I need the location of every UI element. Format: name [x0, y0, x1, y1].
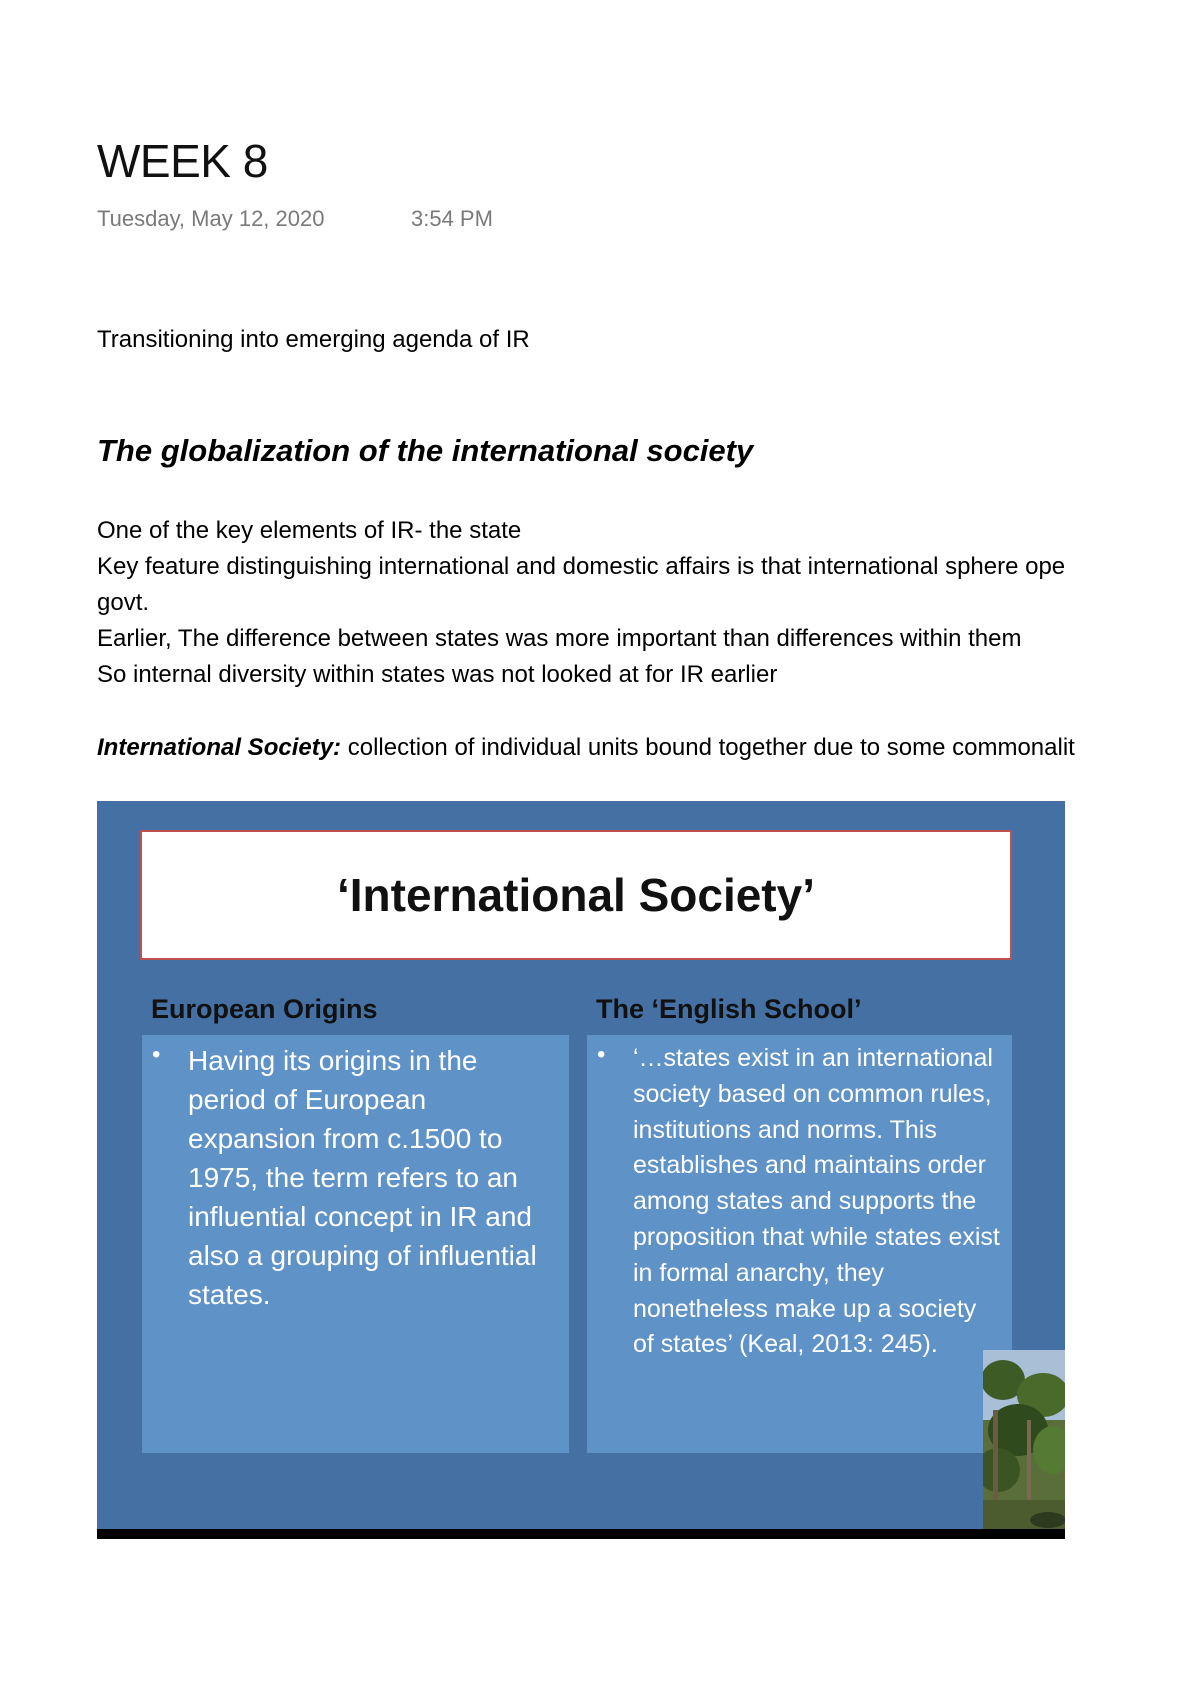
slide-right-text: ‘…states exist in an international society based on common rules, institutions and norms. This establishes and maintains order among states and supports the proposition that while states exist in formal anarchy, they nonetheless make up a society of states’ (Keal, 2013: 245). [633, 1044, 1000, 1359]
page-title: WEEK 8 [97, 135, 268, 187]
definition-term: International Society: [97, 734, 342, 761]
slide-right-bullet [597, 1041, 1002, 1363]
forest-photo [983, 1350, 1065, 1530]
slide-bottom-bar [97, 1529, 1065, 1539]
note-time: 3:54 PM [411, 206, 493, 231]
intro-line: Transitioning into emerging agenda of IR [97, 326, 530, 353]
definition-text: collection of individual units bound together due to some commonalit [341, 734, 1075, 761]
body-line: govt. [97, 589, 150, 616]
slide-title: ‘International Society’ [337, 869, 815, 921]
note-date: Tuesday, May 12, 2020 [97, 206, 325, 231]
section-heading: The globalization of the international society [97, 433, 754, 468]
slide-right-panel [587, 1035, 1012, 1453]
body-line: Key feature distinguishing international and domestic affairs is that international sphere ope [97, 553, 1066, 580]
body-line: One of the key elements of IR- the state [97, 517, 522, 544]
body-line: Earlier, The difference between states was more important than differences within them [97, 625, 1022, 652]
slide-left-heading: European Origins [151, 994, 378, 1024]
slide-left-text: Having its origins in the period of European expansion from c.1500 to 1975, the term refers to an influential concept in IR and also a grouping of influential states. [188, 1045, 537, 1310]
embedded-slide [97, 801, 1065, 1539]
slide-title-box [140, 830, 1012, 960]
slide-right-heading: The ‘English School’ [596, 994, 862, 1024]
forest-photo-image [983, 1350, 1065, 1530]
slide-left-bullet [152, 1041, 557, 1314]
bullet-icon: • [597, 1041, 606, 1068]
definition-line [97, 734, 1075, 762]
bullet-icon: • [152, 1041, 161, 1068]
slide-left-panel [142, 1035, 569, 1453]
body-line: So internal diversity within states was not looked at for IR earlier [97, 661, 778, 688]
